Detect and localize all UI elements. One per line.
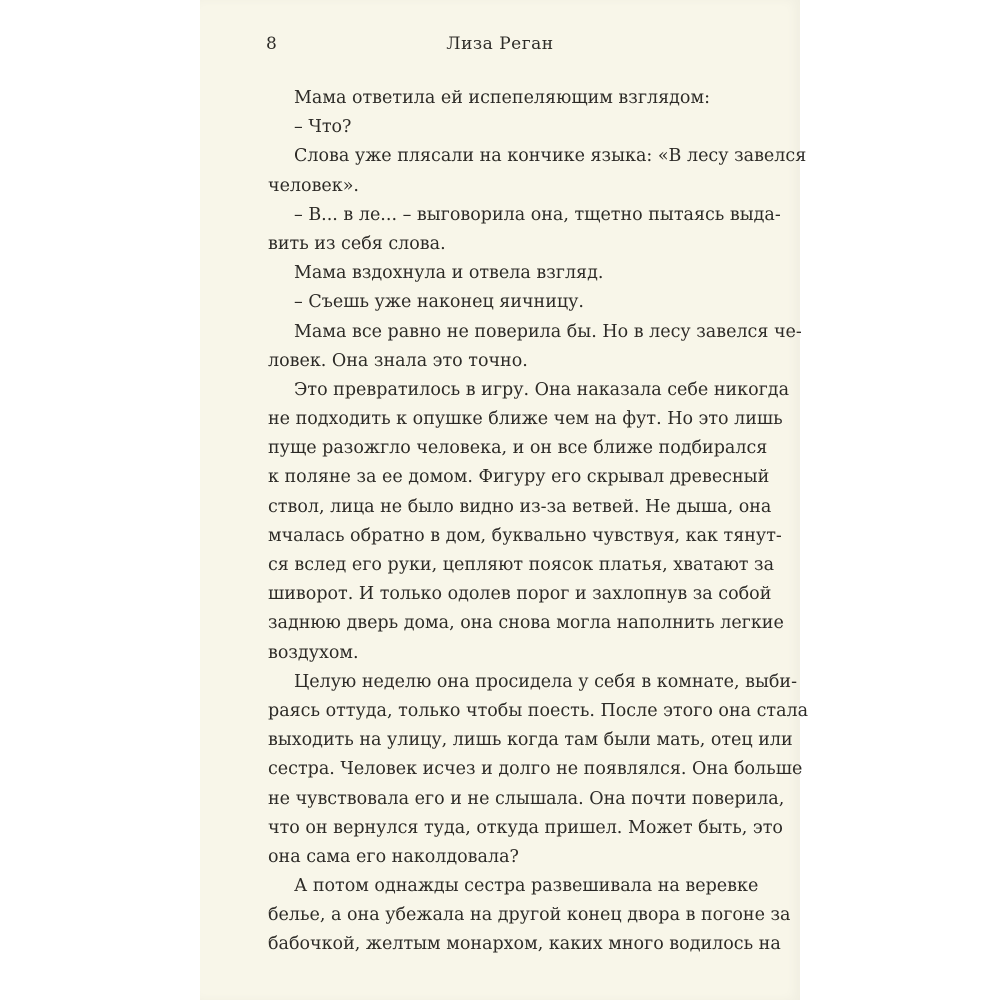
text-line: человек». bbox=[268, 175, 359, 196]
text-line: Это превратилось в игру. Она наказала себе никогда bbox=[294, 379, 789, 400]
body-text bbox=[268, 84, 809, 960]
text-line: она сама его наколдовала? bbox=[268, 846, 519, 867]
text-line: мчалась обратно в дом, буквально чувствуя, как тянут- bbox=[268, 525, 782, 546]
page-header bbox=[200, 34, 800, 60]
text-line: заднюю дверь дома, она снова могла наполнить легкие bbox=[268, 613, 784, 634]
text-line: А потом однажды сестра развешивала на веревке bbox=[294, 876, 759, 897]
text-line: что он вернулся туда, откуда пришел. Может быть, это bbox=[268, 817, 783, 838]
text-line: Слова уже плясали на кончике языка: «В лесу завелся bbox=[294, 146, 807, 167]
text-line: выходить на улицу, лишь когда там были мать, отец или bbox=[268, 730, 793, 751]
text-line: Мама вздохнула и отвела взгляд. bbox=[294, 263, 604, 284]
text-line: к поляне за ее домом. Фигуру его скрывал древесный bbox=[268, 467, 770, 488]
text-line: вить из себя слова. bbox=[268, 233, 446, 254]
text-line: – В... в ле... – выговорила она, тщетно пытаясь выда- bbox=[294, 204, 781, 225]
text-line: пуще разожгло человека, и он все ближе подбирался bbox=[268, 438, 768, 459]
text-line: – Что? bbox=[294, 117, 352, 138]
text-line: Целую неделю она просидела у себя в комнате, выби- bbox=[294, 671, 798, 692]
text-line: не чувствовала его и не слышала. Она почти поверила, bbox=[268, 788, 785, 809]
text-line: бабочкой, желтым монархом, каких много водилось на bbox=[268, 934, 781, 955]
text-line: раясь оттуда, только чтобы поесть. После этого она стала bbox=[268, 700, 809, 721]
text-line: Мама все равно не поверила бы. Но в лесу завелся че- bbox=[294, 321, 802, 342]
book-page bbox=[200, 0, 809, 1000]
text-line: ствол, лица не было видно из-за ветвей. Не дыша, она bbox=[268, 496, 772, 517]
text-line: не подходить к опушке ближе чем на фут. Но это лишь bbox=[268, 409, 783, 430]
page-number: 8 bbox=[266, 34, 278, 54]
text-line: ловек. Она знала это точно. bbox=[268, 350, 528, 371]
text-line: сестра. Человек исчез и долго не появлялся. Она больше bbox=[268, 759, 803, 780]
text-line: – Съешь уже наконец яичницу. bbox=[294, 292, 584, 313]
text-line: воздухом. bbox=[268, 642, 359, 663]
running-title: Лиза Реган bbox=[446, 34, 554, 54]
text-line: белье, а она убежала на другой конец двора в погоне за bbox=[268, 905, 791, 926]
text-line: шиворот. И только одолев порог и захлопнув за собой bbox=[268, 584, 772, 605]
text-line: Мама ответила ей испепеляющим взглядом: bbox=[294, 88, 710, 108]
text-line: ся вслед его руки, цепляют поясок платья, хватают за bbox=[268, 555, 775, 575]
